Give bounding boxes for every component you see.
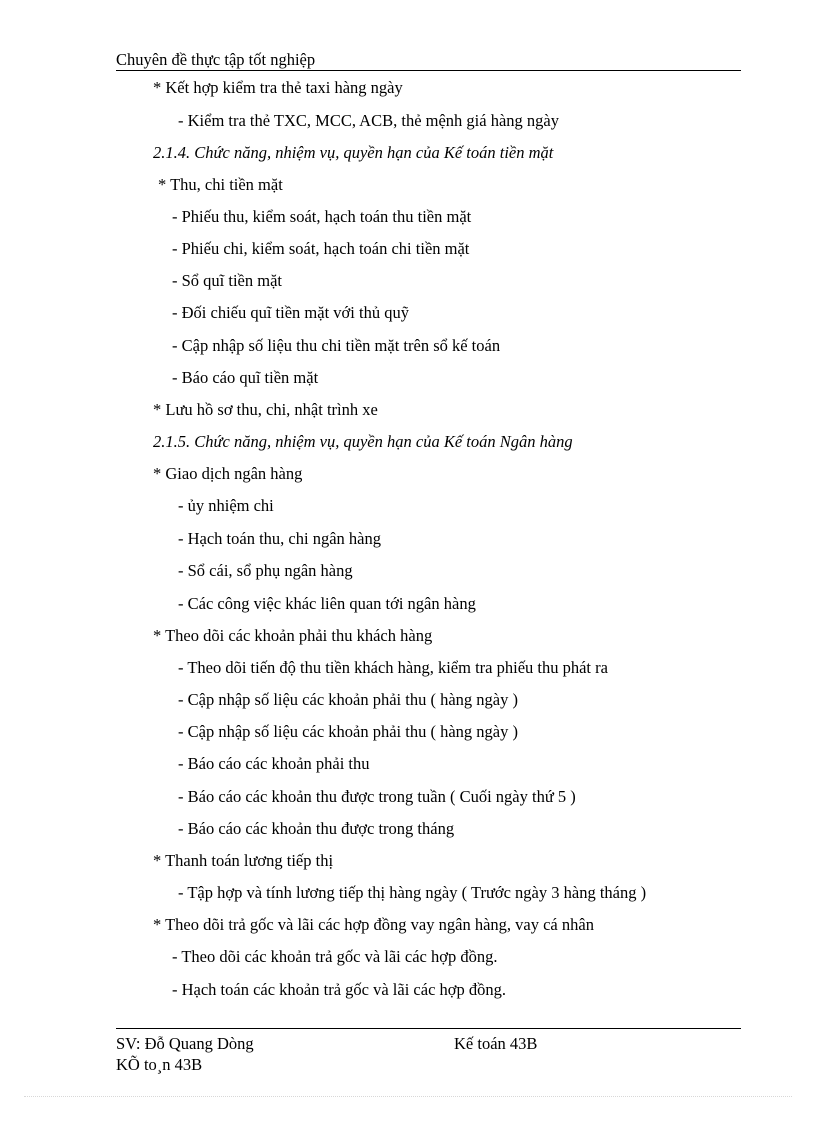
body-line: - Báo cáo các khoản thu được trong tuần ( Cuối ngày thứ 5 ) (178, 787, 576, 806)
header-rule (116, 70, 741, 71)
section-heading: 2.1.5. Chức năng, nhiệm vụ, quyền hạn của Kế toán Ngân hàng (153, 432, 573, 451)
body-line: - ủy nhiệm chi (178, 496, 274, 515)
footer-rule (116, 1028, 741, 1029)
body-line: - Kiểm tra thẻ TXC, MCC, ACB, thẻ mệnh giá hàng ngày (178, 111, 559, 130)
body-line: * Theo dõi các khoản phải thu khách hàng (153, 626, 433, 645)
body-line: - Theo dõi các khoản trả gốc và lãi các hợp đồng. (172, 947, 498, 966)
body-line: - Cập nhập số liệu các khoản phải thu ( hàng ngày ) (178, 690, 518, 709)
body-line: * Lưu hồ sơ thu, chi, nhật trình xe (153, 400, 378, 419)
body-line: * Kết hợp kiểm tra thẻ taxi hàng ngày (153, 78, 403, 97)
body-line: - Sổ quĩ tiền mặt (172, 271, 282, 290)
footer-class-right: Kế toán 43B (454, 1034, 538, 1053)
body-line: - Hạch toán các khoản trả gốc và lãi các hợp đồng. (172, 980, 506, 999)
body-line: - Sổ cái, sổ phụ ngân hàng (178, 561, 353, 580)
page-header-title: Chuyên đề thực tập tốt nghiệp (116, 50, 316, 69)
body-line: - Tập hợp và tính lương tiếp thị hàng ngày ( Trước ngày 3 hàng tháng ) (178, 883, 647, 902)
body-line: - Báo cáo quĩ tiền mặt (172, 368, 319, 387)
section-heading: 2.1.4. Chức năng, nhiệm vụ, quyền hạn của Kế toán tiền mặt (153, 143, 554, 162)
body-line: - Phiếu thu, kiểm soát, hạch toán thu tiền mặt (172, 207, 472, 226)
body-line: - Cập nhập số liệu các khoản phải thu ( hàng ngày ) (178, 722, 518, 741)
page-bottom-dotted-line (24, 1096, 792, 1097)
body-line: - Phiếu chi, kiểm soát, hạch toán chi tiền mặt (172, 239, 470, 258)
body-line: - Hạch toán thu, chi ngân hàng (178, 529, 381, 548)
body-line: - Theo dõi tiến độ thu tiền khách hàng, kiểm tra phiếu thu phát ra (178, 658, 608, 677)
body-line: - Đối chiếu quĩ tiền mặt với thủ quỹ (172, 303, 409, 322)
body-line: * Giao dịch ngân hàng (153, 464, 303, 483)
footer-student-name: SV: Đỗ Quang Dòng (116, 1034, 254, 1053)
footer-class-garbled: KÕ to¸n 43B (116, 1055, 203, 1074)
body-line: * Thu, chi tiền mặt (158, 175, 283, 194)
body-line: * Theo dõi trả gốc và lãi các hợp đồng vay ngân hàng, vay cá nhân (153, 915, 594, 934)
body-line: - Báo cáo các khoản phải thu (178, 754, 370, 773)
body-line: - Cập nhập số liệu thu chi tiền mặt trên sổ kế toán (172, 336, 501, 355)
body-line: * Thanh toán lương tiếp thị (153, 851, 334, 870)
body-line: - Các công việc khác liên quan tới ngân hàng (178, 594, 476, 613)
body-line: - Báo cáo các khoản thu được trong tháng (178, 819, 455, 838)
